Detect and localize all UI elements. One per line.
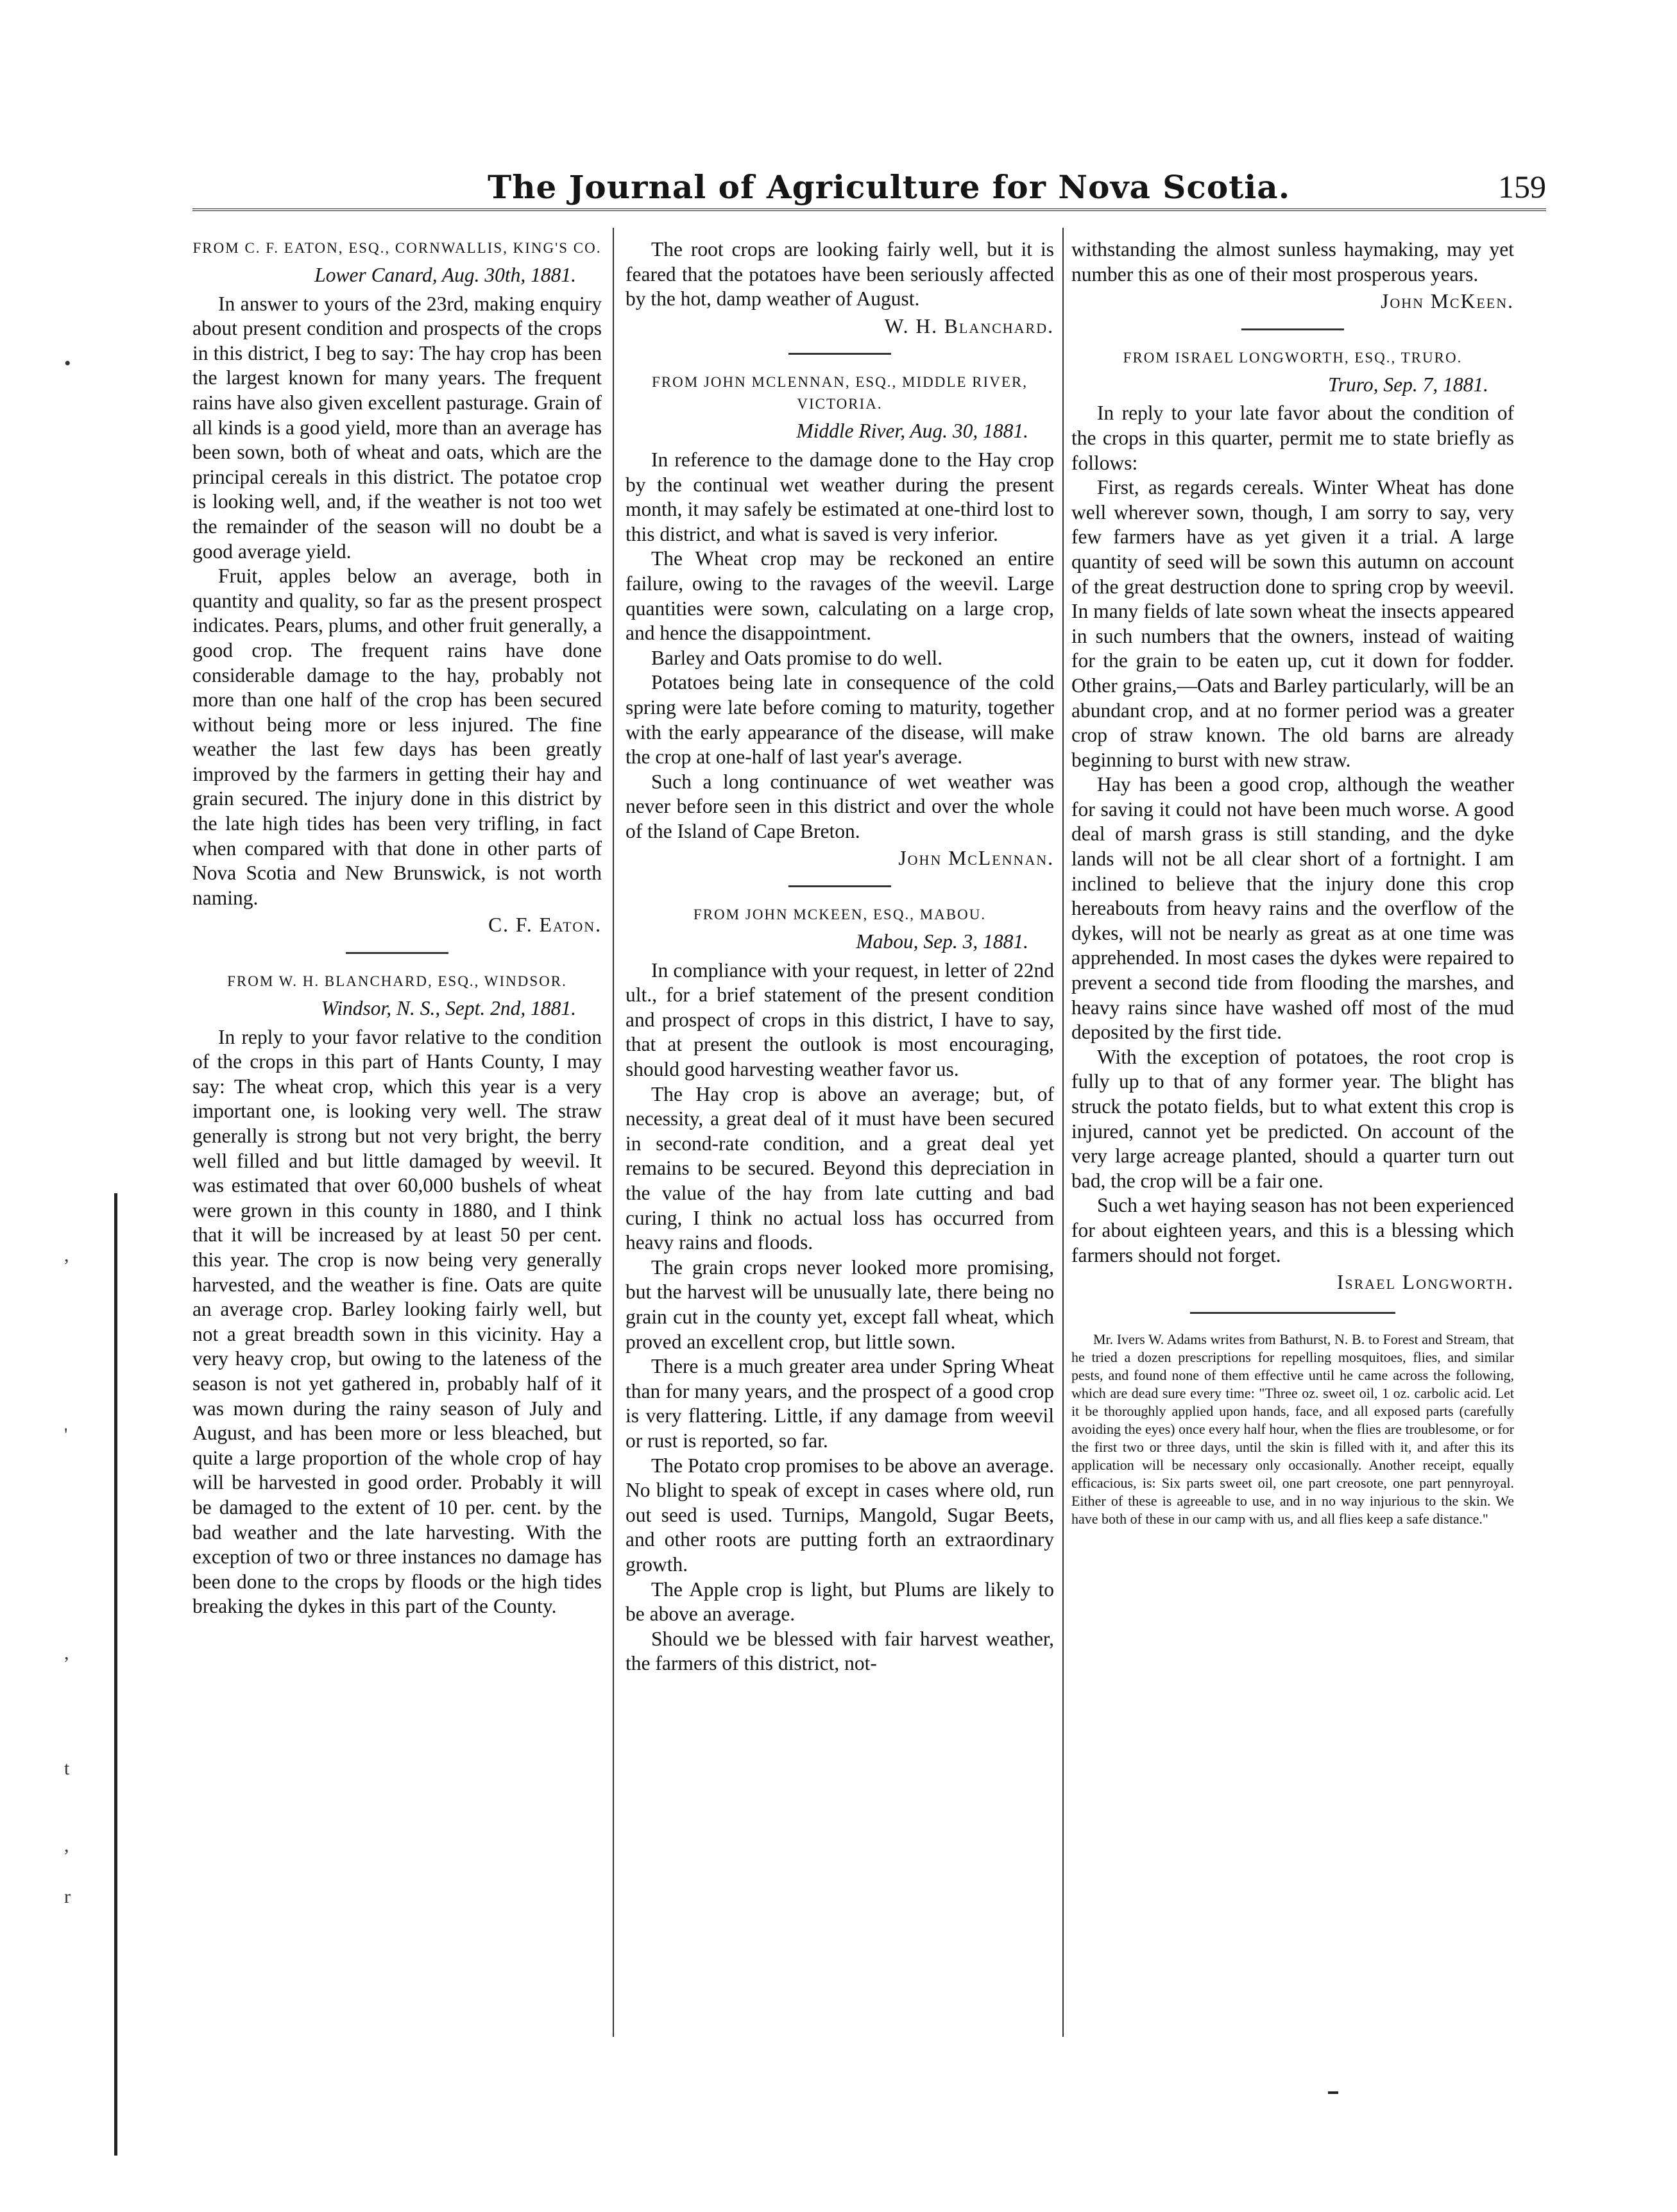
paragraph: Potatoes being late in consequence of the cold spring were late before coming to maturity, together with the early appearance of the disease, will make the crop at one-half of last year's average. bbox=[626, 671, 1054, 769]
footer-mark bbox=[1328, 2091, 1338, 2094]
paragraph: In compliance with your request, in letter of 22nd ult., for a brief statement of the present condition and prospect of crops in this district, I have to say, that at present the outlook is most encouraging, should good harvesting weather favor us. bbox=[626, 958, 1054, 1081]
signature: Israel Longworth. bbox=[1336, 1271, 1514, 1294]
paragraph: First, as regards cereals. Winter Wheat has done well wherever sown, though, I am sorry to say, very few farmers have as yet given it a trial. A large quantity of seed will be sown this autumn on account of the great destruction done to spring crop by weevil. In many fields of late sown wheat the insects appeared in such numbers that the owners, instead of waiting for the grain to be eaten up, cut it down for fodder. Other grains,—Oats and Barley particularly, will be an abundant crop, and at no former period was a greater crop of straw known. The old barns are already beginning to burst with new straw. bbox=[1071, 476, 1514, 771]
margin-mark: , bbox=[64, 1835, 69, 1856]
header-rule bbox=[192, 208, 1546, 211]
paragraph: Such a wet haying season has not been experienced for about eighteen years, and this is a blessing which farmers should not forget. bbox=[1071, 1194, 1514, 1266]
separator-rule bbox=[788, 885, 891, 887]
margin-mark: , bbox=[64, 1642, 69, 1663]
paragraph: Should we be blessed with fair harvest weather, the farmers of this district, not- bbox=[626, 1627, 1054, 1675]
separator-rule bbox=[346, 952, 448, 954]
paragraph: The grain crops never looked more promising, but the harvest will be unusually late, there being no grain cut in the county yet, except fall wheat, which proved an excellent crop, but little sown. bbox=[626, 1255, 1054, 1353]
letter-heading: FROM ISRAEL LONGWORTH, ESQ., TRURO. bbox=[1123, 349, 1463, 366]
separator-rule bbox=[788, 353, 891, 355]
separator-rule bbox=[1190, 1312, 1395, 1314]
paragraph: In reply to your favor relative to the condition of the crops in this part of Hants County, I may say: The wheat crop, which this year is a very important one, is looking very well. The straw generally is strong but not very bright, the berry well filled and but little damaged by weevil. It was estimated that over 60,000 bushels of wheat were grown in this county in 1880, and I think that it will be increased by at least 50 per cent. this year. The crop is now being very generally harvested, and the weather is fine. Oats are quite an average crop. Barley looking fairly well, but not a great breadth sown in this vicinity. Hay a very heavy crop, but owing to the lateness of the season is not yet gathered in, probably half of it was mown during the rainy season of July and August, and has been more or less bleached, but quite a large proportion of the whole crop of hay will be harvested in good order. Probably it will be damaged to the extent of 10 per. cent. by the bad weather and the late harvesting. With the exception of two or three instances no damage has been done to the crops by floods or the high tides breaking the dykes in this part of the County. bbox=[192, 1025, 602, 1618]
signature: C. F. Eaton. bbox=[488, 914, 602, 937]
paragraph: Hay has been a good crop, although the weather for saving it could not have been much worse. A good deal of marsh grass is still standing, and the dyke lands will not be all clear short of a fortnight. I am inclined to believe that the injury done this crop hereabouts from heavy rains and the overflow of the dykes, will not be nearly as great as at one time was apprehended. In most cases the dykes were repaired to prevent a second tide from flooding the marshes, and heavy rains since have washed off most of the mud deposited by the first tide. bbox=[1071, 773, 1514, 1044]
signature: W. H. Blanchard. bbox=[884, 314, 1054, 337]
margin-mark: ' bbox=[64, 1424, 68, 1445]
paragraph: The root crops are looking fairly well, but it is feared that the potatoes have been seriously affected by the hot, damp weather of August. bbox=[626, 238, 1054, 311]
letter-heading: FROM JOHN MCLENNAN, ESQ., MIDDLE RIVER, VICTORIA. bbox=[652, 374, 1028, 413]
paragraph: The Apple crop is light, but Plums are likely to be above an average. bbox=[626, 1578, 1054, 1626]
paragraph: The Potato crop promises to be above an average. No blight to speak of except in cases where old, run out seed is used. Turnips, Mangold, Sugar Beets, and other roots are putting forth an extraordinary growth. bbox=[626, 1454, 1054, 1576]
margin-bullet: • bbox=[64, 353, 71, 374]
paragraph: withstanding the almost sunless haymaking, may yet number this as one of their most prosperous years. bbox=[1071, 238, 1514, 285]
running-head bbox=[192, 168, 1546, 213]
dateline: Mabou, Sep. 3, 1881. bbox=[856, 930, 1028, 953]
paragraph: In reference to the damage done to the Hay crop by the continual wet weather during the present month, it may safely be estimated at one-third lost to this district, and what is saved is very inferior. bbox=[626, 448, 1054, 545]
paragraph: The Wheat crop may be reckoned an entire failure, owing to the ravages of the weevil. Large quantities were sown, calculating on a large crop, and hence the disappointment. bbox=[626, 547, 1054, 645]
dateline: Lower Canard, Aug. 30th, 1881. bbox=[314, 264, 576, 286]
separator-rule bbox=[1241, 328, 1344, 330]
letter-heading: FROM C. F. EATON, ESQ., CORNWALLIS, KING'S CO. bbox=[192, 240, 602, 256]
column-2 bbox=[626, 237, 1054, 1676]
paragraph: In answer to yours of the 23rd, making enquiry about present condition and prospects of the crops in this district, I beg to say: The hay crop has been the largest known for many years. The frequent rains have also given excellent pasturage. Grain of all kinds is a good yield, more than an average has been sown, both of wheat and oats, which are the principal cereals in this district. The potatoe crop is looking well, and, if the weather is not too wet the remainder of the season will no doubt be a good average yield. bbox=[192, 292, 602, 563]
paragraph: There is a much greater area under Spring Wheat than for many years, and the prospect of a good crop is very flattering. Little, if any damage from weevil or rust is reported, so far. bbox=[626, 1355, 1054, 1452]
dateline: Windsor, N. S., Sept. 2nd, 1881. bbox=[321, 997, 576, 1020]
paragraph: Barley and Oats promise to do well. bbox=[651, 646, 943, 669]
paragraph: With the exception of potatoes, the root crop is fully up to that of any former year. The blight has struck the potato fields, but to what extent this crop is injured, cannot yet be predicted. On account of the very large acreage planted, should a quarter turn out bad, the crop will be a fair one. bbox=[1071, 1045, 1514, 1192]
margin-mark: r bbox=[64, 1886, 71, 1907]
note-block bbox=[1071, 1331, 1514, 1528]
running-title: The Journal of Agriculture for Nova Scotia. bbox=[488, 168, 1291, 206]
column-1 bbox=[192, 237, 602, 1619]
column-rule bbox=[1062, 228, 1064, 2037]
margin-mark: , bbox=[64, 1245, 69, 1266]
dateline: Truro, Sep. 7, 1881. bbox=[1328, 373, 1488, 396]
page-number: 159 bbox=[1498, 169, 1546, 205]
margin-mark: t bbox=[64, 1758, 70, 1779]
signature: John McKeen. bbox=[1381, 290, 1514, 313]
paragraph: Such a long continuance of wet weather was never before seen in this district and over the whole of the Island of Cape Breton. bbox=[626, 770, 1054, 842]
paragraph: The Hay crop is above an average; but, of necessity, a great deal of it must have been secured in second-rate condition, and a great deal yet remains to be secured. Beyond this depreciation in the value of the hay from late cutting and bad curing, I think no actual loss has occurred from heavy rains and floods. bbox=[626, 1082, 1054, 1254]
signature: John McLennan. bbox=[898, 847, 1054, 870]
paragraph: In reply to your late favor about the condition of the crops in this quarter, permit me to state briefly as follows: bbox=[1071, 402, 1514, 474]
note-paragraph: Mr. Ivers W. Adams writes from Bathurst, N. B. to Forest and Stream, that he tried a dozen prescriptions for repelling mosquitoes, flies, and similar pests, and found none of them effective until he came across the following, which are dead sure every time: "Three oz. sweet oil, 1 oz. carbolic acid. Let it be thoroughly applied upon hands, face, and all exposed parts (carefully avoiding the eyes) once every half hour, when the flies are troublesome, or for the first two or three days, until the skin is filled with it, and after this its application will be necessary only occasionally. Another receipt, equally efficacious, is: Six parts sweet oil, one part creosote, one part pennyroyal. Either of these is agreeable to use, and in no way injurious to the skin. We have both of these in our camp with us, and all flies keep a safe distance." bbox=[1071, 1331, 1514, 1527]
column-3 bbox=[1071, 237, 1514, 1528]
binding-edge bbox=[114, 1193, 117, 2156]
margin-marks bbox=[64, 282, 103, 2014]
dateline: Middle River, Aug. 30, 1881. bbox=[796, 420, 1028, 443]
letter-heading: FROM JOHN MCKEEN, ESQ., MABOU. bbox=[693, 906, 987, 923]
letter-heading: FROM W. H. BLANCHARD, ESQ., WINDSOR. bbox=[227, 973, 567, 990]
paragraph: Fruit, apples below an average, both in quantity and quality, so far as the present prospect indicates. Pears, plums, and other fruit generally, a good crop. The frequent rains have done considerable damage to the hay, probably not more than one half of the crop has been secured without being more or less injured. The fine weather the last few days has been greatly improved by the farmers in getting their hay and grain secured. The injury done in this district by the late high tides has been very trifling, in fact when compared with that done in other parts of Nova Scotia and New Brunswick, is not worth naming. bbox=[192, 565, 602, 909]
column-rule bbox=[613, 228, 614, 2037]
